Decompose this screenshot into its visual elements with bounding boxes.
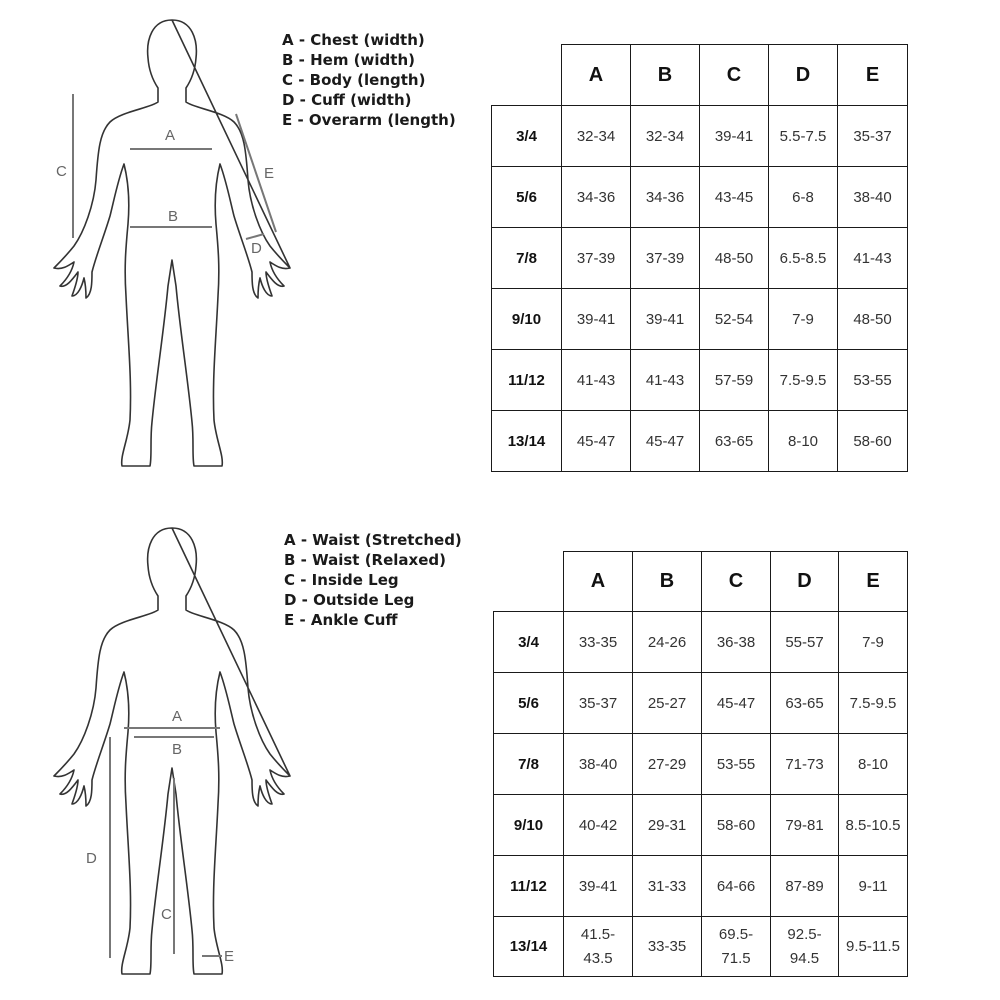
top-label-e: E bbox=[264, 165, 275, 182]
column-header: D bbox=[769, 45, 838, 106]
table-cell: 87-89 bbox=[771, 856, 839, 917]
top-legend-item-b: B - Hem (width) bbox=[282, 51, 415, 69]
table-cell: 38-40 bbox=[838, 167, 908, 228]
table-cell: 9-11 bbox=[839, 856, 908, 917]
table-cell: 24-26 bbox=[633, 612, 702, 673]
table-cell: 39-41 bbox=[564, 856, 633, 917]
table-cell: 55-57 bbox=[771, 612, 839, 673]
bottom-size-table bbox=[493, 551, 908, 977]
top-legend-item-d: D - Cuff (width) bbox=[282, 91, 412, 109]
table-cell: 39-41 bbox=[631, 289, 700, 350]
bottom-legend-item-b: B - Waist (Relaxed) bbox=[284, 551, 446, 569]
table-cell: 53-55 bbox=[702, 734, 771, 795]
table-cell: 41-43 bbox=[838, 228, 908, 289]
table-row bbox=[492, 411, 908, 472]
bottom-label-b: B bbox=[172, 741, 183, 758]
table-cell: 31-33 bbox=[633, 856, 702, 917]
table-cell: 33-35 bbox=[633, 917, 702, 977]
table-cell: 37-39 bbox=[631, 228, 700, 289]
table-cell: 29-31 bbox=[633, 795, 702, 856]
table-cell: 32-34 bbox=[631, 106, 700, 167]
table-cell: 64-66 bbox=[702, 856, 771, 917]
table-cell: 38-40 bbox=[564, 734, 633, 795]
table-cell: 45-47 bbox=[631, 411, 700, 472]
table-cell: 41-43 bbox=[631, 350, 700, 411]
column-header: B bbox=[633, 552, 702, 612]
table-row bbox=[494, 856, 908, 917]
table-row bbox=[494, 612, 908, 673]
table-cell: 34-36 bbox=[562, 167, 631, 228]
table-cell: 58-60 bbox=[702, 795, 771, 856]
top-size-table bbox=[491, 44, 908, 472]
table-row bbox=[494, 917, 908, 977]
column-header: A bbox=[564, 552, 633, 612]
table-cell: 7.5-9.5 bbox=[839, 673, 908, 734]
table-cell: 52-54 bbox=[700, 289, 769, 350]
top-label-d: D bbox=[251, 240, 262, 257]
top-label-a: A bbox=[165, 127, 176, 144]
bottom-legend-item-e: E - Ankle Cuff bbox=[284, 611, 398, 629]
column-header: C bbox=[700, 45, 769, 106]
table-cell: 40-42 bbox=[564, 795, 633, 856]
table-cell: 35-37 bbox=[838, 106, 908, 167]
column-header: E bbox=[839, 552, 908, 612]
table-cell: 8.5-10.5 bbox=[839, 795, 908, 856]
table-row bbox=[492, 106, 908, 167]
size-label: 13/14 bbox=[494, 917, 564, 977]
table-cell: 48-50 bbox=[838, 289, 908, 350]
top-legend-item-e: E - Overarm (length) bbox=[282, 111, 456, 129]
table-cell: 41.5-43.5 bbox=[564, 917, 633, 977]
table-cell: 7.5-9.5 bbox=[769, 350, 838, 411]
table-cell: 25-27 bbox=[633, 673, 702, 734]
size-label: 9/10 bbox=[492, 289, 562, 350]
table-cell: 5.5-7.5 bbox=[769, 106, 838, 167]
table-row bbox=[492, 289, 908, 350]
size-label: 11/12 bbox=[494, 856, 564, 917]
table-cell: 63-65 bbox=[700, 411, 769, 472]
bottom-legend-item-d: D - Outside Leg bbox=[284, 591, 415, 609]
size-label: 3/4 bbox=[492, 106, 562, 167]
table-cell: 58-60 bbox=[838, 411, 908, 472]
table-corner bbox=[492, 45, 562, 106]
size-label: 5/6 bbox=[492, 167, 562, 228]
table-cell: 71-73 bbox=[771, 734, 839, 795]
top-body-figure bbox=[40, 10, 300, 480]
table-cell: 27-29 bbox=[633, 734, 702, 795]
table-cell: 39-41 bbox=[562, 289, 631, 350]
table-header-row bbox=[494, 552, 908, 612]
column-header: D bbox=[771, 552, 839, 612]
size-label: 3/4 bbox=[494, 612, 564, 673]
bottom-label-e: E bbox=[224, 948, 235, 965]
table-cell: 6-8 bbox=[769, 167, 838, 228]
table-cell: 69.5-71.5 bbox=[702, 917, 771, 977]
table-cell: 32-34 bbox=[562, 106, 631, 167]
bottom-legend-item-a: A - Waist (Stretched) bbox=[284, 531, 462, 549]
table-cell: 53-55 bbox=[838, 350, 908, 411]
column-header: B bbox=[631, 45, 700, 106]
table-cell: 8-10 bbox=[839, 734, 908, 795]
table-cell: 7-9 bbox=[769, 289, 838, 350]
table-cell: 45-47 bbox=[702, 673, 771, 734]
table-row bbox=[494, 795, 908, 856]
column-header: C bbox=[702, 552, 771, 612]
size-label: 11/12 bbox=[492, 350, 562, 411]
table-cell: 7-9 bbox=[839, 612, 908, 673]
table-row bbox=[492, 167, 908, 228]
table-row bbox=[494, 673, 908, 734]
table-cell: 92.5-94.5 bbox=[771, 917, 839, 977]
table-cell: 48-50 bbox=[700, 228, 769, 289]
column-header: E bbox=[838, 45, 908, 106]
table-cell: 35-37 bbox=[564, 673, 633, 734]
bottom-label-d: D bbox=[86, 850, 97, 867]
table-row bbox=[494, 734, 908, 795]
table-cell: 37-39 bbox=[562, 228, 631, 289]
table-header-row bbox=[492, 45, 908, 106]
table-cell: 45-47 bbox=[562, 411, 631, 472]
top-label-b: B bbox=[168, 208, 179, 225]
bottom-body-figure bbox=[40, 518, 300, 996]
table-cell: 43-45 bbox=[700, 167, 769, 228]
table-cell: 79-81 bbox=[771, 795, 839, 856]
top-legend-item-c: C - Body (length) bbox=[282, 71, 426, 89]
size-label: 9/10 bbox=[494, 795, 564, 856]
bottom-label-c: C bbox=[161, 906, 172, 923]
table-cell: 41-43 bbox=[562, 350, 631, 411]
table-cell: 36-38 bbox=[702, 612, 771, 673]
table-cell: 63-65 bbox=[771, 673, 839, 734]
table-cell: 34-36 bbox=[631, 167, 700, 228]
table-row bbox=[492, 350, 908, 411]
table-cell: 33-35 bbox=[564, 612, 633, 673]
size-label: 5/6 bbox=[494, 673, 564, 734]
top-cuff-line bbox=[246, 234, 264, 239]
table-cell: 57-59 bbox=[700, 350, 769, 411]
table-cell: 6.5-8.5 bbox=[769, 228, 838, 289]
table-cell: 8-10 bbox=[769, 411, 838, 472]
top-label-c: C bbox=[56, 163, 67, 180]
table-row bbox=[492, 228, 908, 289]
size-label: 13/14 bbox=[492, 411, 562, 472]
bottom-legend bbox=[284, 530, 462, 630]
bottom-legend-item-c: C - Inside Leg bbox=[284, 571, 399, 589]
top-legend bbox=[282, 30, 456, 130]
top-legend-item-a: A - Chest (width) bbox=[282, 31, 425, 49]
table-cell: 9.5-11.5 bbox=[839, 917, 908, 977]
size-label: 7/8 bbox=[494, 734, 564, 795]
table-cell: 39-41 bbox=[700, 106, 769, 167]
size-label: 7/8 bbox=[492, 228, 562, 289]
column-header: A bbox=[562, 45, 631, 106]
bottom-label-a: A bbox=[172, 708, 183, 725]
table-corner bbox=[494, 552, 564, 612]
